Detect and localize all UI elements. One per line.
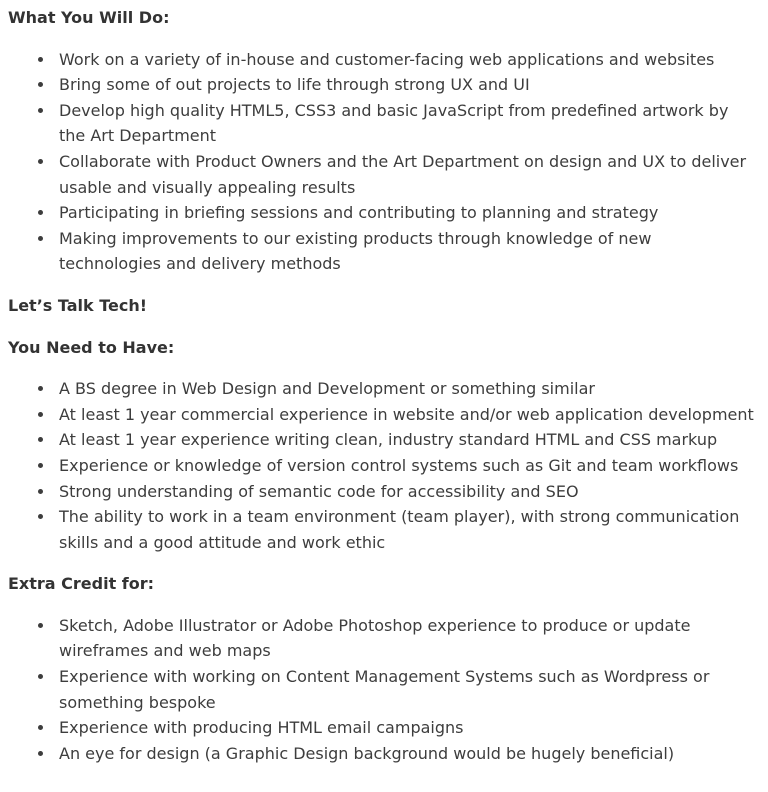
list-item: • Experience with producing HTML email campaigns (55, 715, 756, 741)
list-item: • Develop high quality HTML5, CSS3 and basic JavaScript from predefined artwork by the Art Department (55, 98, 756, 149)
list-item: • Strong understanding of semantic code for accessibility and SEO (55, 479, 756, 505)
list-item: • At least 1 year commercial experience in website and/or web application development (55, 402, 756, 428)
heading-what-you-will-do: What You Will Do: (8, 8, 170, 27)
list-item: • Sketch, Adobe Illustrator or Adobe Photoshop experience to produce or update wireframes and web maps (55, 613, 756, 664)
list-item: • At least 1 year experience writing clean, industry standard HTML and CSS markup (55, 427, 756, 453)
list-item: • The ability to work in a team environment (team player), with strong communication skills and a good attitude and work ethic (55, 504, 756, 555)
list-item: • Making improvements to our existing products through knowledge of new technologies and delivery methods (55, 226, 756, 277)
list-item: • Participating in briefing sessions and contributing to planning and strategy (55, 200, 756, 226)
list-item: • A BS degree in Web Design and Development or something similar (55, 376, 756, 402)
list-you-need-to-have (8, 376, 756, 555)
list-item: • Work on a variety of in-house and customer-facing web applications and websites (55, 47, 756, 73)
list-item: • Experience with working on Content Management Systems such as Wordpress or something bespoke (55, 664, 756, 715)
heading-you-need-to-have: You Need to Have: (8, 337, 175, 357)
heading-extra-credit-for: Extra Credit for: (8, 574, 155, 594)
list-item: • Collaborate with Product Owners and the Art Department on design and UX to deliver usable and visually appealing results (55, 149, 756, 200)
list-item: • Experience or knowledge of version control systems such as Git and team workflows (55, 453, 756, 479)
list-extra-credit-for (8, 613, 756, 767)
list-item: • Bring some of out projects to life through strong UX and UI (55, 72, 756, 98)
list-item: • An eye for design (a Graphic Design background would be hugely beneficial) (55, 741, 756, 767)
heading-lets-talk-tech: Let’s Talk Tech! (8, 295, 148, 315)
list-what-you-will-do (8, 47, 756, 277)
